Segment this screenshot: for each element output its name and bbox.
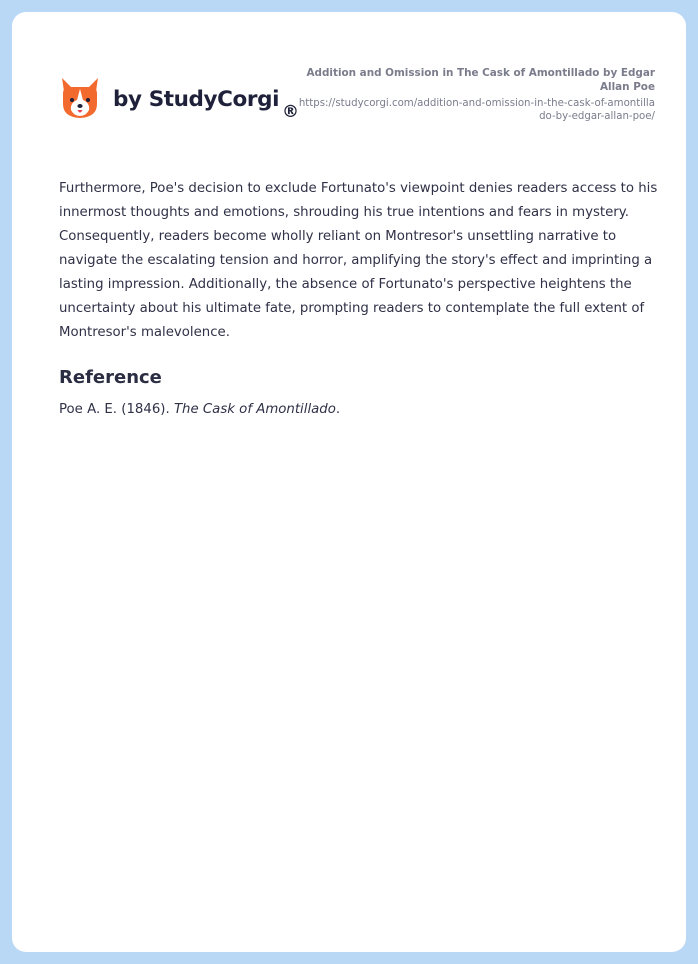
document-page (12, 12, 686, 952)
reference-work-title: The Cask of Amontillado (173, 402, 336, 417)
document-content (59, 177, 659, 420)
reference-author-year: Poe A. E. (1846). (59, 402, 174, 417)
registered-mark: ® (282, 102, 299, 122)
body-paragraph: Furthermore, Poe's decision to exclude Fortunato's viewpoint denies readers access to his innermost thoughts and emotions, shrouding his true intentions and fears in mystery. Consequently, readers become wholly reliant on Montresor's unsettling narrative to navigate the escalating tension and horror, amplifying the story's effect and imprinting a lasting impression. Additionally, the absence of Fortunato's perspective heightens the uncertainty about his ultimate fate, prompting readers to contemplate the full extent of Montresor's malevolence. (59, 181, 658, 340)
document-url[interactable]: https://studycorgi.com/addition-and-omission-in-the-cask-of-amontillado-by-edgar-allan-poe/ (298, 98, 655, 122)
corgi-logo-icon (59, 76, 101, 120)
reference-entry (59, 400, 659, 420)
studycorgi-logo[interactable] (59, 76, 299, 122)
document-title: Addition and Omission in The Cask of Amontillado by Edgar Allan Poe (306, 67, 655, 93)
reference-heading: Reference (59, 367, 162, 388)
reference-trailing: . (335, 402, 341, 417)
document-meta (295, 66, 655, 123)
brand-name: by StudyCorgi (113, 86, 280, 112)
